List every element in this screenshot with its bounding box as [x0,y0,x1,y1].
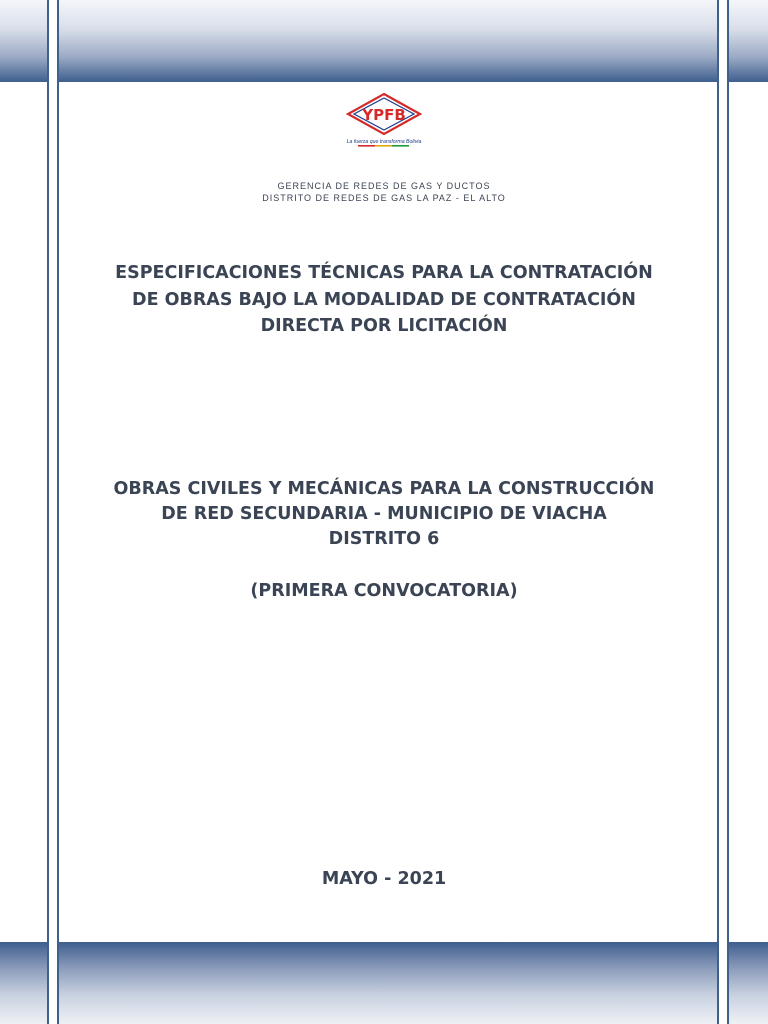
bottom-band-right [729,942,768,1024]
org-line-1: GERENCIA DE REDES DE GAS Y DUCTOS [277,181,491,191]
top-band-center [59,0,718,82]
project-line-3: DISTRITO 6 [328,529,440,549]
title-line-1: ESPECIFICACIONES TÉCNICAS PARA LA CONTRATACIÓN [115,263,653,283]
flag-gold-stripe [375,145,392,147]
project-line-2: DE RED SECUNDARIA - MUNICIPIO DE VIACHA [161,504,607,524]
title-line-2: DE OBRAS BAJO LA MODALIDAD DE CONTRATACIÓN [132,289,636,310]
frame-line-right-inner [717,0,719,1024]
org-line-2: DISTRITO DE REDES DE GAS LA PAZ - EL ALTO [262,193,506,203]
top-band-right [729,0,768,82]
logo-text: YPFB [362,106,406,124]
logo-tagline: La fuerza que transforma Bolivia [346,139,422,145]
document-date: MAYO - 2021 [321,869,447,889]
frame-line-left-outer [47,0,49,1024]
bottom-band-left [0,942,48,1024]
flag-red-stripe [358,145,375,147]
frame-line-right-outer [727,0,729,1024]
call-label: (PRIMERA CONVOCATORIA) [250,581,518,601]
bottom-band-center [59,942,718,1024]
top-band-left [0,0,48,82]
title-line-3: DIRECTA POR LICITACIÓN [260,316,508,336]
ypfb-logo [336,92,432,150]
document-title [60,260,708,340]
flag-green-stripe [392,145,409,147]
frame-line-left-inner [57,0,59,1024]
ypfb-emblem [336,92,432,150]
project-line-1: OBRAS CIVILES Y MECÁNICAS PARA LA CONSTRUCCIÓN [113,479,655,499]
project-title [60,477,708,552]
